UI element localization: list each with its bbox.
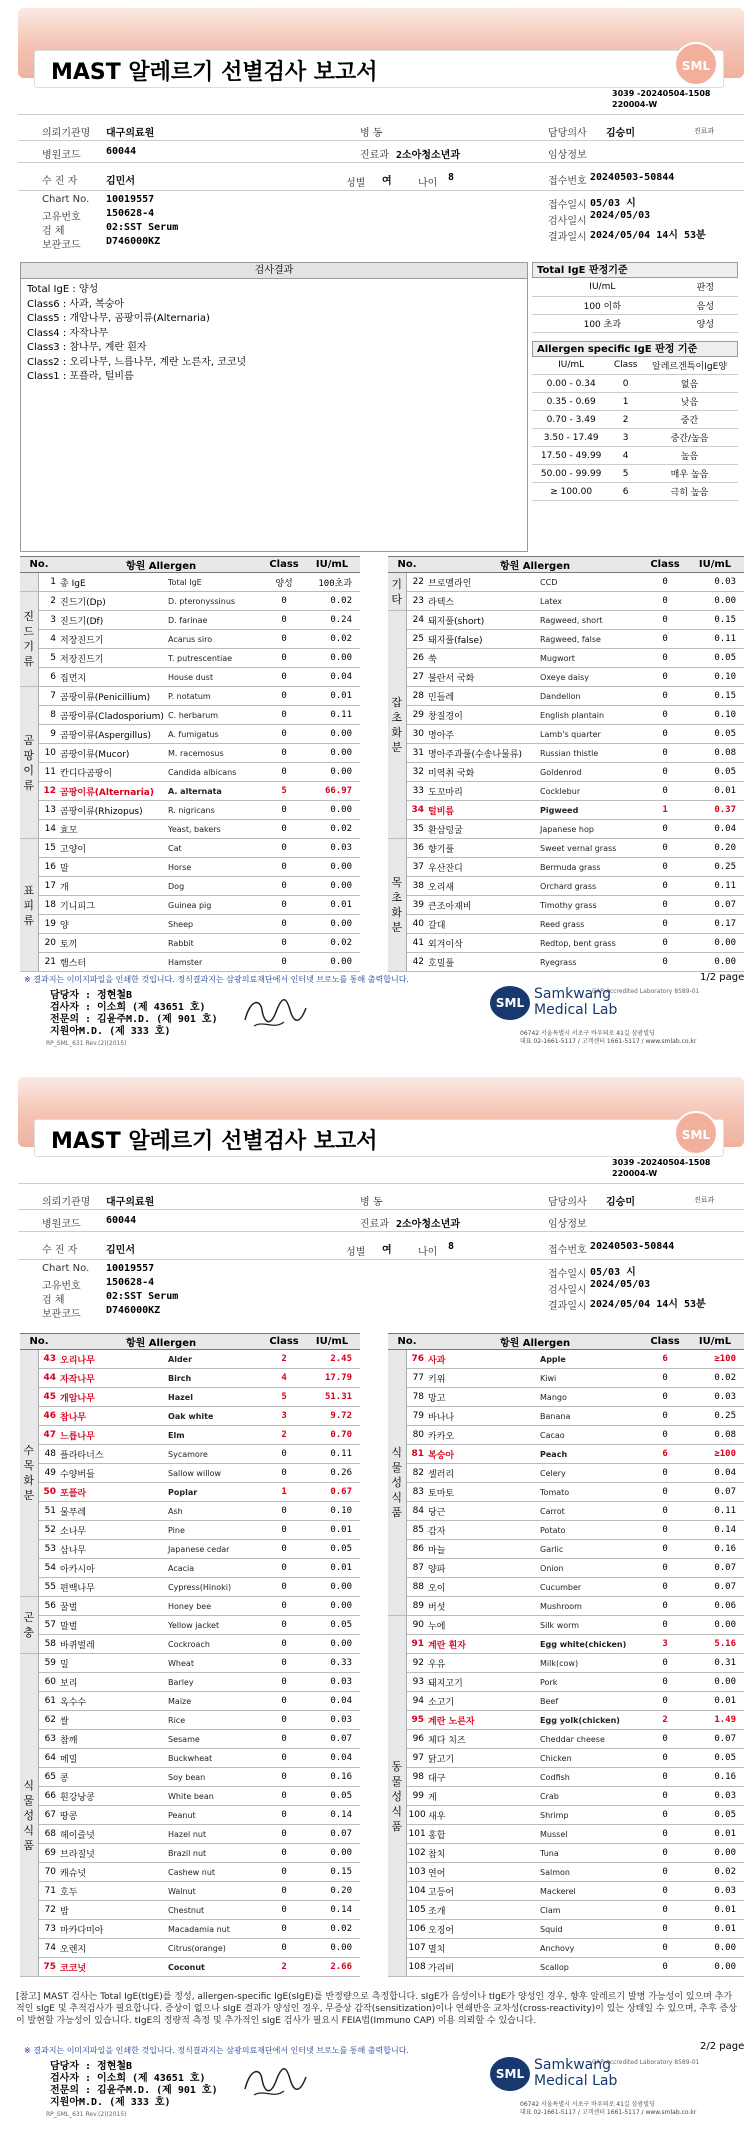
- allergen-row: 107 멸치 Anchovy 0 0.00: [388, 1939, 744, 1958]
- allergen-row: 33 도꼬마리 Cocklebur 0 0.01: [388, 782, 744, 801]
- patient-sex: 여: [382, 176, 392, 187]
- allergen-row: 71 호두 Walnut 0 0.20: [20, 1882, 360, 1901]
- allergen-row: 9 곰팡이류(Aspergillus) A. fumigatus 0 0.00: [20, 725, 360, 744]
- allergen-row: 69 브라질넛 Brazil nut 0 0.00: [20, 1844, 360, 1863]
- tested-time: 2024/05/03: [590, 210, 651, 221]
- category-label: 잡 초 화 분: [388, 611, 406, 839]
- allergen-row: 100 새우 Shrimp 0 0.05: [388, 1806, 744, 1825]
- allergen-row: 31 명아주과풀(수송나물류) Russian thistle 0 0.08: [388, 744, 744, 763]
- allergen-row: 68 헤이즐넛 Hazel nut 0 0.07: [20, 1825, 360, 1844]
- criteria-row: 0.35 - 0.69 1 낮음: [532, 393, 738, 411]
- category-label: 동 물 성 식 품: [388, 1616, 406, 1977]
- allergen-row: 81 복숭아 Peach 6 ≥100: [388, 1445, 744, 1464]
- allergen-row: 55 편백나무 Cypress(Hinoki) 0 0.00: [20, 1578, 360, 1597]
- allergen-row: 108 가리비 Scallop 0 0.00: [388, 1958, 744, 1977]
- category-label: 식 물 성 식 품: [388, 1350, 406, 1616]
- allergen-row: 45 개암나무 Hazel 5 51.31: [20, 1388, 360, 1407]
- allergen-row: 77 키위 Kiwi 0 0.02: [388, 1369, 744, 1388]
- page-number: 1/2 page: [700, 972, 745, 983]
- allergen-row: 동 물 성 식 품 90 누에 Silk worm 0 0.00: [388, 1616, 744, 1635]
- hospital-name: 대구의료원: [106, 128, 155, 139]
- allergen-row: 37 우산잔디 Bermuda grass 0 0.25: [388, 858, 744, 877]
- category-label: 식 물 성 식 품: [20, 1654, 38, 1977]
- patient-age: 8: [448, 1241, 455, 1252]
- total-ige-title: Total IgE 판정기준: [532, 262, 738, 278]
- category-label: 진 드 기 류: [20, 592, 38, 687]
- criteria-row: 17.50 - 49.99 4 높음: [532, 447, 738, 465]
- allergen-row: 곤 충 56 꿀벌 Honey bee 0 0.00: [20, 1597, 360, 1616]
- lab-logo: SML Samkwang Medical Lab: [490, 2055, 670, 2095]
- criteria-row: 0.00 - 0.34 0 없음: [532, 375, 738, 393]
- allergen-row: 28 민들레 Dandelion 0 0.15: [388, 687, 744, 706]
- allergen-row: 38 오리새 Orchard grass 0 0.11: [388, 877, 744, 896]
- allergen-row: 63 참깨 Sesame 0 0.07: [20, 1730, 360, 1749]
- allergen-row: 14 효모 Yeast, bakers 0 0.02: [20, 820, 360, 839]
- title-bar: [34, 1119, 724, 1157]
- allergen-row: 표 피 류 15 고양이 Cat 0 0.03: [20, 839, 360, 858]
- report-page-2: MAST 알레르기 선별검사 보고서 SML 3039 -20240504-1508 220004-W 의뢰기관명 대구의료원 병 동 담당의사 김승미 진료과 병원코드 60044 진료과 2소아청소년과 임상정보 수 진 자 김민서 성별 여 나이 8 접수번호 20240503-50844 Chart No. 10019557 고유번호 150628-4 검 체 02:SST Serum 보관코드 D746000KZ 접수일시 05/03 시 검사일시 2024/05/03 결과일시 2024/05/04 14시 53분 No. 항원 Allergen Class IU/mL 수 목 화 분 43 오리나무 Alder 2 2.45 44 자작나무 Birch 4 17.79 45 개암나무 Hazel 5 51.31 46 참나무 Oak white 3 9.72 47 느릅나무 Elm 2 0.70 48 플라타너스 Sycamore 0 0.11 49 수양버들 Sallow willow 0 0.26 50 포플라 Poplar 1 0.67 51 물푸레 Ash 0 0.10 52 소나무 Pine 0 0.01 53 삼나무 Japanese cedar 0 0.05 54 아카시아 Acacia 0 0.01 55 편백나무 Cypress(Hinoki) 0 0.00 곤 충 56 꿀벌 Honey bee 0 0.00 57 말벌 Yellow jacket 0 0.05 58 바퀴벌레 Cockroach 0 0.00 식 물 성 식 품 59 밀 Wheat 0 0.33 60 보리 Barley 0 0.03 61 옥수수 Maize 0 0.04 62 쌀 Rice 0 0.03 63 참깨 Sesame 0 0.07 64 메밀 Buckwheat 0 0.04 65 콩 Soy bean 0 0.16 66 흰강낭콩 White bean 0 0.05 67 땅콩 Peanut 0 0.14 68 헤이즐넛 Hazel nut 0 0.07 69 브라질넛 Brazil nut 0 0.00 70 캐슈넛 Cashew nut 0 0.15 71 호두 Walnut 0 0.20 72 밤 Chestnut 0 0.14 73 마카다미아 Macadamia nut 0 0.02 74 오렌지 Citrus(orange) 0 0.00 75 코코넛 Coconut 2 2.66 No. 항원 Allergen Class IU/mL 식 물 성 식 품 76 사과 Apple 6 ≥100 77 키위 Kiwi 0 0.02 78 망고 Mango 0 0.03 79 바나나 Banana 0 0.25 80 카카오 Cacao 0 0.08 81 복숭아 Peach 6 ≥100 82 셀러리 Celery 0 0.04 83 토마토 Tomato 0 0.07 84 당근 Carrot 0 0.11 85 감자 Potato 0 0.14 86 마늘 Garlic 0 0.16 87 양파 Onion 0 0.07 88 오이 Cucumber 0 0.07 89 버섯 Mushroom 0 0.06 동 물 성 식 품 90 누에 Silk worm 0 0.00 91 계란 흰자 Egg white(chicken) 3 5.16 92 우유 Milk(cow) 0 0.31 93 돼지고기 Pork 0 0.00 94 소고기 Beef 0 0.01 95 계란 노른자 Egg yolk(chicken) 2 1.49 96 체다 치즈 Cheddar cheese 0 0.07 97 닭고기 Chicken 0 0.05 98 대구 Codfish 0 0.16 99 게 Crab 0 0.03 100 새우 Shrimp 0 0.05 101 홍합 Mussel 0 0.01 102 참치 Tuna 0 0.00 103 연어 Salmon 0 0.02 104 고등어 Mackerel 0 0.03 105 조개 Clam 0 0.01 106 오징어 Squid 0 0.01 107 멸치 Anchovy 0 0.00 108 가리비 Scallop 0 0.00 [참고] MAST 검사는 Total IgE(tIgE)를 정성, allergen-specific IgE(sIgE)를 반정량으로 측정합니다. sIgE가 음성이나 tIgE가 양성인 경우, 향후 알레르기 발병 가능성이 있으며 추가적인 sIgE 및 추적검사가 필요합니다. 증상이 없으나 sIgE 결과가 양성인 경우, 무증상 감작(sensitization)이나 연쇄반응 교차성(cross-reactivity)이 있는 상태일 수 있으며, 추후 증상이 발현할 가능성이 있습니다. tIgE의 정량적 측정 및 추가적인 sIgE 검사가 필요시 FEIA법(Immuno CAP) 이용 의뢰할 수 있습니다. ※ 결과지는 이미지파일을 인쇄한 것입니다. 정식결과지는 삼광의료재단에서 인터넷 브로노를 통해 출력합니다. CAP Accredited Laboratory 8589-01 2/2 page 담당자 : 정현철B 검사자 : 이소희 (제 43651 호) 전문의 : 김윤주M.D. (제 901 호) 지원아M.D. (제 333 호) SML Samkwang Medical Lab 06742 서울특별시 서초구 바우뫼로 41길 삼광빌딩 대표 02-1661-5117 / 고객센터 1661-5117 / www.smlab.co.kr RP_SML_631 Rev.(2)(2015): [0, 1069, 756, 2138]
- allergen-row: 1 총 IgE Total IgE 양성 100초과: [20, 573, 360, 592]
- allergen-table-p2-left: [20, 1333, 360, 1977]
- department: 2소아청소년과: [396, 1219, 460, 1230]
- allergen-row: 96 체다 치즈 Cheddar cheese 0 0.07: [388, 1730, 744, 1749]
- doc-title: MAST 알레르기 선별검사 보고서: [51, 60, 378, 85]
- specimen: 02:SST Serum: [106, 1291, 179, 1302]
- criteria-row: 50.00 - 99.99 5 매우 높음: [532, 465, 738, 483]
- allergen-row: 62 쌀 Rice 0 0.03: [20, 1711, 360, 1730]
- allergen-row: 17 개 Dog 0 0.00: [20, 877, 360, 896]
- allergen-row: 42 호밀풀 Ryegrass 0 0.00: [388, 953, 744, 972]
- allergen-row: 74 오렌지 Citrus(orange) 0 0.00: [20, 1939, 360, 1958]
- allergen-row: 목 초 화 분 36 향기풀 Sweet vernal grass 0 0.20: [388, 839, 744, 858]
- unique-number: 150628-4: [106, 1277, 155, 1288]
- patient-sex: 여: [382, 1245, 392, 1256]
- doc-number: 3039 -20240504-1508 220004-W: [612, 1158, 711, 1178]
- allergen-row: 75 코코넛 Coconut 2 2.66: [20, 1958, 360, 1977]
- table-header: No. 항원 Allergen Class IU/mL: [388, 557, 744, 573]
- allergen-row: 진 드 기 류 2 진드기(Dp) D. pteronyssinus 0 0.02: [20, 592, 360, 611]
- allergen-row: 82 셀러리 Celery 0 0.04: [388, 1464, 744, 1483]
- allergen-row: 23 라텍스 Latex 0 0.00: [388, 592, 744, 611]
- allergen-row: 46 참나무 Oak white 3 9.72: [20, 1407, 360, 1426]
- allergen-row: 66 흰강낭콩 White bean 0 0.05: [20, 1787, 360, 1806]
- doctor-name: 김승미: [606, 1197, 635, 1208]
- allergen-row: 67 땅콩 Peanut 0 0.14: [20, 1806, 360, 1825]
- category-label: 곤 충: [20, 1597, 38, 1654]
- allergen-row: 102 참치 Tuna 0 0.00: [388, 1844, 744, 1863]
- allergen-row: 51 물푸레 Ash 0 0.10: [20, 1502, 360, 1521]
- lab-address: 06742 서울특별시 서초구 바우뫼로 41길 삼광빌딩 대표 02-1661-5117 / 고객센터 1661-5117 / www.smlab.co.kr: [520, 2101, 697, 2116]
- allergen-row: 41 외겨이삭 Redtop, bent grass 0 0.00: [388, 934, 744, 953]
- print-footnote: ※ 결과지는 이미지파일을 인쇄한 것입니다. 정식결과지는 삼광의료재단에서 인터넷 브로노를 통해 출력합니다.: [24, 2046, 409, 2055]
- allergen-row: 16 말 Horse 0 0.00: [20, 858, 360, 877]
- allergen-row: 21 햄스터 Hamster 0 0.00: [20, 953, 360, 972]
- criteria-row: 0.70 - 3.49 2 중간: [532, 411, 738, 429]
- sml-lab-icon: SML: [490, 986, 530, 1020]
- result-lines: Total IgE : 양성 Class6 : 사과, 복숭아 Class5 : 개암나무, 곰팡이류(Alternaria) Class4 : 자작나무 Class3 : 참나무, 계란 흰자 Class2 : 오리나무, 느릅나무, 계란 노른자, 코코넛 Class1 : 포플라, 털비름: [27, 284, 247, 382]
- allergen-row: 5 저장진드기 T. putrescentiae 0 0.00: [20, 649, 360, 668]
- table-header: No. 항원 Allergen Class IU/mL: [20, 557, 360, 573]
- category-label: 표 피 류: [20, 839, 38, 972]
- lab-logo: SML Samkwang Medical Lab: [490, 984, 670, 1024]
- lab-address: 06742 서울특별시 서초구 바우뫼로 41길 삼광빌딩 대표 02-1661-5117 / 고객센터 1661-5117 / www.smlab.co.kr: [520, 1030, 697, 1045]
- allergen-row: 곰 팡 이 류 7 곰팡이류(Penicillium) P. notatum 0 0.01: [20, 687, 360, 706]
- receipt-number: 20240503-50844: [590, 1241, 675, 1252]
- allergen-table-p1-right: [388, 556, 744, 972]
- unique-number: 150628-4: [106, 208, 155, 219]
- allergen-row: 91 계란 흰자 Egg white(chicken) 3 5.16: [388, 1635, 744, 1654]
- allergen-row: 73 마카다미아 Macadamia nut 0 0.02: [20, 1920, 360, 1939]
- allergen-row: 식 물 성 식 품 76 사과 Apple 6 ≥100: [388, 1350, 744, 1369]
- patient-name: 김민서: [106, 176, 135, 187]
- sml-logo-icon: SML: [674, 1111, 718, 1155]
- allergen-row: 잡 초 화 분 24 돼지풀(short) Ragweed, short 0 0.15: [388, 611, 744, 630]
- allergen-row: 97 닭고기 Chicken 0 0.05: [388, 1749, 744, 1768]
- allergen-row: 80 카카오 Cacao 0 0.08: [388, 1426, 744, 1445]
- title-bar: [34, 50, 724, 88]
- allergen-row: 94 소고기 Beef 0 0.01: [388, 1692, 744, 1711]
- allergen-table-p2-right: [388, 1333, 744, 1977]
- allergen-row: 기 타 22 브로멜라인 CCD 0 0.03: [388, 573, 744, 592]
- allergen-row: 70 캐슈넛 Cashew nut 0 0.15: [20, 1863, 360, 1882]
- hospital-name: 대구의료원: [106, 1197, 155, 1208]
- department: 2소아청소년과: [396, 150, 460, 161]
- allergen-row: 87 양파 Onion 0 0.07: [388, 1559, 744, 1578]
- allergen-row: 84 당근 Carrot 0 0.11: [388, 1502, 744, 1521]
- allergen-row: 93 돼지고기 Pork 0 0.00: [388, 1673, 744, 1692]
- allergen-row: 8 곰팡이류(Cladosporium) C. herbarum 0 0.11: [20, 706, 360, 725]
- allergen-row: 10 곰팡이류(Mucor) M. racemosus 0 0.00: [20, 744, 360, 763]
- print-footnote: ※ 결과지는 이미지파일을 인쇄한 것입니다. 정식결과지는 삼광의료재단에서 인터넷 브로노를 통해 출력합니다.: [24, 975, 409, 984]
- allergen-row: 101 홍합 Mussel 0 0.01: [388, 1825, 744, 1844]
- received-time: 05/03 시: [590, 198, 636, 209]
- allergen-row: 49 수양버들 Sallow willow 0 0.26: [20, 1464, 360, 1483]
- allergen-row: 4 저장진드기 Acarus siro 0 0.02: [20, 630, 360, 649]
- doc-number: 3039 -20240504-1508 220004-W: [612, 89, 711, 109]
- sml-logo-icon: SML: [674, 42, 718, 86]
- allergen-row: 52 소나무 Pine 0 0.01: [20, 1521, 360, 1540]
- patient-info: 의뢰기관명 대구의료원 병 동 담당의사 김승미 진료과 병원코드 60044 진료과 2소아청소년과 임상정보 수 진 자 김민서 성별 여 나이 8 접수번호 20240503-50844 Chart No. 10019557 고유번호 150628-4 검 체 02:SST Serum 보관코드 D746000KZ 접수일시 05/03 시 검사일시 2024/05/03 결과일시 2024/05/04 14시 53분: [18, 116, 744, 256]
- allergen-row: 11 칸디다곰팡이 Candida albicans 0 0.00: [20, 763, 360, 782]
- allergen-row: 99 게 Crab 0 0.03: [388, 1787, 744, 1806]
- doctor-name: 김승미: [606, 128, 635, 139]
- allergen-row: 3 진드기(Df) D. farinae 0 0.24: [20, 611, 360, 630]
- allergen-row: 72 밤 Chestnut 0 0.14: [20, 1901, 360, 1920]
- doc-title: MAST 알레르기 선별검사 보고서: [51, 1129, 378, 1154]
- allergen-row: 수 목 화 분 43 오리나무 Alder 2 2.45: [20, 1350, 360, 1369]
- allergen-row: 29 창질경이 English plantain 0 0.10: [388, 706, 744, 725]
- allergen-row: 57 말벌 Yellow jacket 0 0.05: [20, 1616, 360, 1635]
- allergen-row: 50 포플라 Poplar 1 0.67: [20, 1483, 360, 1502]
- allergen-row: 85 감자 Potato 0 0.14: [388, 1521, 744, 1540]
- allergen-row: 106 오징어 Squid 0 0.01: [388, 1920, 744, 1939]
- table-header: No. 항원 Allergen Class IU/mL: [20, 1334, 360, 1350]
- allergen-row: 78 망고 Mango 0 0.03: [388, 1388, 744, 1407]
- category-label: 곰 팡 이 류: [20, 687, 38, 839]
- table-header: No. 항원 Allergen Class IU/mL: [388, 1334, 744, 1350]
- chart-number: 10019557: [106, 194, 155, 205]
- allergen-row: 40 갈대 Reed grass 0 0.17: [388, 915, 744, 934]
- allergen-row: 12 곰팡이류(Alternaria) A. alternata 5 66.97: [20, 782, 360, 801]
- allergen-row: 26 쑥 Mugwort 0 0.05: [388, 649, 744, 668]
- criteria-row: ≥ 100.00 6 극히 높음: [532, 483, 738, 501]
- allergen-row: 53 삼나무 Japanese cedar 0 0.05: [20, 1540, 360, 1559]
- allergen-row: 32 미역취 국화 Goldenrod 0 0.05: [388, 763, 744, 782]
- reference-note: [참고] MAST 검사는 Total IgE(tIgE)를 정성, allergen-specific IgE(sIgE)를 반정량으로 측정합니다. sIgE가 음성이나 tIgE가 양성인 경우, 향후 알레르기 발병 가능성이 있으며 추가적인 sIgE 및 추적검사가 필요합니다. 증상이 없으나 sIgE 결과가 양성인 경우, 무증상 감작(sensitization)이나 연쇄반응 교차성(cross-reactivity)이 있는 상태일 수 있으며, 추후 증상이 발현할 가능성이 있습니다. tIgE의 정량적 측정 및 추가적인 sIgE 검사가 필요시 FEIA법(Immuno CAP) 이용 의뢰할 수 있습니다.: [16, 1992, 737, 2026]
- received-time: 05/03 시: [590, 1267, 636, 1278]
- total-ige-table: IU/mL 판정 100 이하 음성 100 초과 양성: [532, 278, 738, 333]
- allergen-row: 20 토끼 Rabbit 0 0.02: [20, 934, 360, 953]
- report-page-1: MAST 알레르기 선별검사 보고서 SML 3039 -20240504-1508 220004-W 의뢰기관명 대구의료원 병 동 담당의사 김승미 진료과 병원코드 60044 진료과 2소아청소년과 임상정보 수 진 자 김민서 성별 여 나이 8 접수번호 20240503-50844 Chart No. 10019557 고유번호 150628-4 검 체 02:SST Serum 보관코드 D746000KZ 접수일시 05/03 시 검사일시 2024/05/03 결과일시 2024/05/04 14시 53분 검사결과 Total IgE : 양성 Class6 : 사과, 복숭아 Class5 : 개암나무, 곰팡이류(Alternaria) Class4 : 자작나무 Class3 : 참나무, 계란 흰자 Class2 : 오리나무, 느릅나무, 계란 노른자, 코코넛 Class1 : 포플라, 털비름 Total IgE 판정기준 IU/mL 판정 100 이하 음성 100 초과 양성 Allergen specific IgE 판정 기준 IU/mL Class 알레르겐특이IgE양 0.00 - 0.34 0 없음 0.35 - 0.69 1 낮음 0.70 - 3.49 2 중간 3.50 - 17.49 3 중간/높음 17.50 - 49.99 4 높음 50.00 - 99.99 5 매우 높음 ≥ 100.00 6 극히 높음 No. 항원 Allergen Class IU/mL 1 총 IgE Total IgE 양성 100초과 진 드 기 류 2 진드기(Dp) D. pteronyssinus 0 0.02 3 진드기(Df) D. farinae 0 0.24 4 저장진드기 Acarus siro 0 0.02 5 저장진드기 T. putrescentiae 0 0.00 6 집먼지 House dust 0 0.04 곰 팡 이 류 7 곰팡이류(Penicillium) P. notatum 0 0.01 8 곰팡이류(Cladosporium) C. herbarum 0 0.11 9 곰팡이류(Aspergillus) A. fumigatus 0 0.00 10 곰팡이류(Mucor) M. racemosus 0 0.00 11 칸디다곰팡이 Candida albicans 0 0.00 12 곰팡이류(Alternaria) A. alternata 5 66.97 13 곰팡이류(Rhizopus) R. nigricans 0 0.00 14 효모 Yeast, bakers 0 0.02 표 피 류 15 고양이 Cat 0 0.03 16 말 Horse 0 0.00 17 개 Dog 0 0.00 18 기니피그 Guinea pig 0 0.01 19 양 Sheep 0 0.00 20 토끼 Rabbit 0 0.02 21 햄스터 Hamster 0 0.00 No. 항원 Allergen Class IU/mL 기 타 22 브로멜라인 CCD 0 0.03 23 라텍스 Latex 0 0.00 잡 초 화 분 24 돼지풀(short) Ragweed, short 0 0.15 25 돼지풀(false) Ragweed, false 0 0.11 26 쑥 Mugwort 0 0.05 27 불란서 국화 Oxeye daisy 0 0.10 28 민들레 Dandelion 0 0.15 29 창질경이 English plantain 0 0.10 30 명아주 Lamb's quarter 0 0.05 31 명아주과풀(수송나물류) Russian thistle 0 0.08 32 미역취 국화 Goldenrod 0 0.05 33 도꼬마리 Cocklebur 0 0.01 34 털비름 Pigweed 1 0.37 35 환삼덩굴 Japanese hop 0 0.04 목 초 화 분 36 향기풀 Sweet vernal grass 0 0.20 37 우산잔디 Bermuda grass 0 0.25 38 오리새 Orchard grass 0 0.11 39 큰조아재비 Timothy grass 0 0.07 40 갈대 Reed grass 0 0.17 41 외겨이삭 Redtop, bent grass 0 0.00 42 호밀풀 Ryegrass 0 0.00 ※ 결과지는 이미지파일을 인쇄한 것입니다. 정식결과지는 삼광의료재단에서 인터넷 브로노를 통해 출력합니다. CAP Accredited Laboratory 8589-01 1/2 page 담당자 : 정현철B 검사자 : 이소희 (제 43651 호) 전문의 : 김윤주M.D. (제 901 호) 지원아M.D. (제 333 호) SML Samkwang Medical Lab 06742 서울특별시 서초구 바우뫼로 41길 삼광빌딩 대표 02-1661-5117 / 고객센터 1661-5117 / www.smlab.co.kr RP_SML_631 Rev.(2)(2015): [0, 0, 756, 1069]
- allergen-row: 54 아카시아 Acacia 0 0.01: [20, 1559, 360, 1578]
- tested-time: 2024/05/03: [590, 1279, 651, 1290]
- allergen-row: 105 조개 Clam 0 0.01: [388, 1901, 744, 1920]
- hospital-code: 60044: [106, 146, 137, 157]
- allergen-row: 13 곰팡이류(Rhizopus) R. nigricans 0 0.00: [20, 801, 360, 820]
- allergen-row: 58 바퀴벌레 Cockroach 0 0.00: [20, 1635, 360, 1654]
- allergen-row: 6 집먼지 House dust 0 0.04: [20, 668, 360, 687]
- allergen-row: 44 자작나무 Birch 4 17.79: [20, 1369, 360, 1388]
- signers: 담당자 : 정현철B 검사자 : 이소희 (제 43651 호) 전문의 : 김윤주M.D. (제 901 호) 지원아M.D. (제 333 호): [50, 2061, 218, 2108]
- allergen-row: 88 오이 Cucumber 0 0.07: [388, 1578, 744, 1597]
- reported-time: 2024/05/04 14시 53분: [590, 230, 706, 241]
- allergen-row: 61 옥수수 Maize 0 0.04: [20, 1692, 360, 1711]
- signers: 담당자 : 정현철B 검사자 : 이소희 (제 43651 호) 전문의 : 김윤주M.D. (제 901 호) 지원아M.D. (제 333 호): [50, 990, 218, 1037]
- allergen-row: 83 토마토 Tomato 0 0.07: [388, 1483, 744, 1502]
- receipt-number: 20240503-50844: [590, 172, 675, 183]
- allergen-row: 95 계란 노른자 Egg yolk(chicken) 2 1.49: [388, 1711, 744, 1730]
- allergen-row: 30 명아주 Lamb's quarter 0 0.05: [388, 725, 744, 744]
- allergen-row: 47 느릅나무 Elm 2 0.70: [20, 1426, 360, 1445]
- category-label: 목 초 화 분: [388, 839, 406, 972]
- allergen-row: 34 털비름 Pigweed 1 0.37: [388, 801, 744, 820]
- allergen-row: 식 물 성 식 품 59 밀 Wheat 0 0.33: [20, 1654, 360, 1673]
- allergen-row: 27 불란서 국화 Oxeye daisy 0 0.10: [388, 668, 744, 687]
- allergen-row: 92 우유 Milk(cow) 0 0.31: [388, 1654, 744, 1673]
- result-header: 검사결과: [21, 263, 527, 279]
- patient-age: 8: [448, 172, 455, 183]
- page-number: 2/2 page: [700, 2041, 745, 2052]
- allergen-row: 19 양 Sheep 0 0.00: [20, 915, 360, 934]
- patient-name: 김민서: [106, 1245, 135, 1256]
- allergen-row: 64 메밀 Buckwheat 0 0.04: [20, 1749, 360, 1768]
- allergen-row: 86 마늘 Garlic 0 0.16: [388, 1540, 744, 1559]
- allergen-row: 48 플라타너스 Sycamore 0 0.11: [20, 1445, 360, 1464]
- allergen-row: 104 고등어 Mackerel 0 0.03: [388, 1882, 744, 1901]
- result-summary: [20, 262, 528, 552]
- allergen-table-p1-left: [20, 556, 360, 972]
- chart-number: 10019557: [106, 1263, 155, 1274]
- category-label: 수 목 화 분: [20, 1350, 38, 1597]
- criteria-panel: [532, 262, 756, 552]
- allergen-row: 79 바나나 Banana 0 0.25: [388, 1407, 744, 1426]
- patient-info: 의뢰기관명 대구의료원 병 동 담당의사 김승미 진료과 병원코드 60044 진료과 2소아청소년과 임상정보 수 진 자 김민서 성별 여 나이 8 접수번호 20240503-50844 Chart No. 10019557 고유번호 150628-4 검 체 02:SST Serum 보관코드 D746000KZ 접수일시 05/03 시 검사일시 2024/05/03 결과일시 2024/05/04 14시 53분: [18, 1185, 744, 1325]
- allergen-row: 18 기니피그 Guinea pig 0 0.01: [20, 896, 360, 915]
- specimen: 02:SST Serum: [106, 222, 179, 233]
- allergen-row: 60 보리 Barley 0 0.03: [20, 1673, 360, 1692]
- allergen-row: 89 버섯 Mushroom 0 0.06: [388, 1597, 744, 1616]
- signature-icon: [240, 2059, 310, 2101]
- reported-time: 2024/05/04 14시 53분: [590, 1299, 706, 1310]
- allergen-row: 39 큰조아재비 Timothy grass 0 0.07: [388, 896, 744, 915]
- allergen-row: 35 환삼덩굴 Japanese hop 0 0.04: [388, 820, 744, 839]
- storage-code: D746000KZ: [106, 1305, 161, 1316]
- storage-code: D746000KZ: [106, 236, 161, 247]
- specific-ige-table: IU/mL Class 알레르겐특이IgE양 0.00 - 0.34 0 없음 0.35 - 0.69 1 낮음 0.70 - 3.49 2 중간 3.50 - 17.49 3 중간/높음 17.50 - 49.99 4 높음 50.00 - 99.99 5 매우 높음 ≥ 100.00 6 극히 높음: [532, 357, 738, 502]
- category-label: 기 타: [388, 573, 406, 611]
- specific-ige-title: Allergen specific IgE 판정 기준: [532, 341, 738, 357]
- hospital-code: 60044: [106, 1215, 137, 1226]
- allergen-row: 98 대구 Codfish 0 0.16: [388, 1768, 744, 1787]
- category-label: [20, 573, 38, 592]
- signature-icon: [240, 990, 310, 1032]
- allergen-row: 65 콩 Soy bean 0 0.16: [20, 1768, 360, 1787]
- sml-lab-icon: SML: [490, 2057, 530, 2091]
- allergen-row: 103 연어 Salmon 0 0.02: [388, 1863, 744, 1882]
- allergen-row: 25 돼지풀(false) Ragweed, false 0 0.11: [388, 630, 744, 649]
- criteria-row: 3.50 - 17.49 3 중간/높음: [532, 429, 738, 447]
